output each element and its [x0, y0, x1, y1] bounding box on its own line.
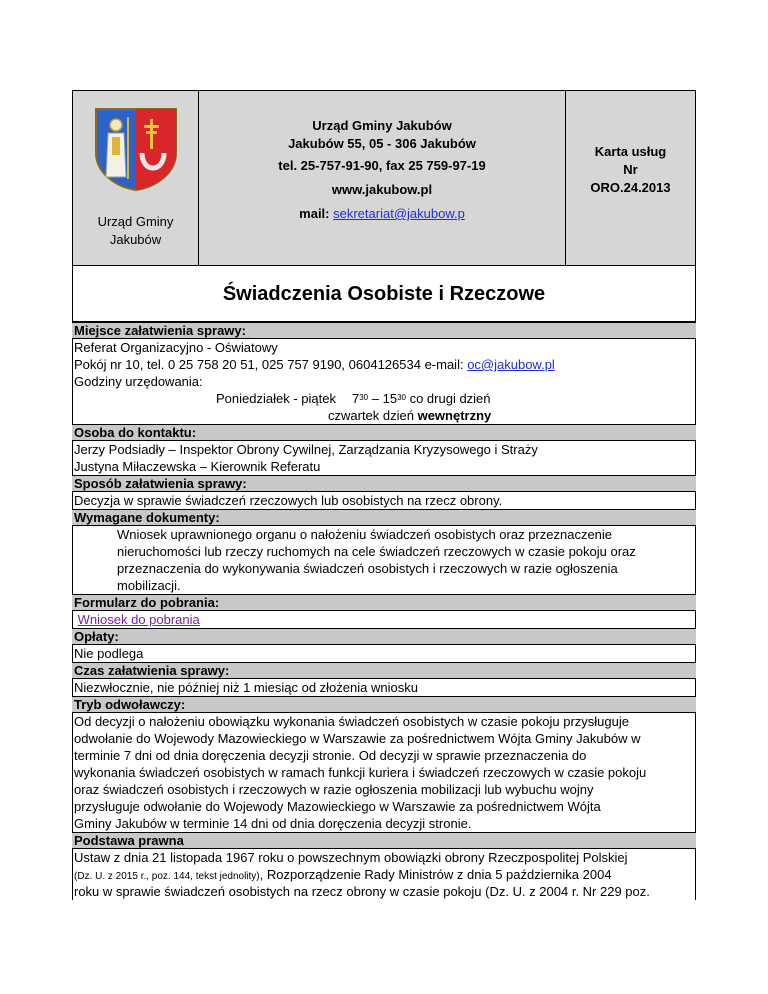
coat-of-arms-logo: [90, 107, 182, 191]
page-title: Świadczenia Osobiste i Rzeczowe: [222, 283, 546, 305]
office-website: www.jakubow.pl: [331, 182, 433, 197]
appeal-line1: Od decyzji o nałożeniu obowiązku wykonania świadczeń osobistych w czasie pokoju przysługuje: [74, 714, 629, 729]
place-line2: [74, 356, 695, 373]
header-top: [73, 91, 695, 266]
office-label-line2: Jakubów: [109, 232, 162, 247]
card-line3: ORO.24.2013: [590, 180, 671, 195]
documents-line4: mobilizacji.: [117, 578, 181, 593]
mail-link[interactable]: sekretariat@jakubow.p: [333, 206, 465, 221]
fees-line1: Nie podlega: [74, 646, 144, 661]
legal-citation-small: (Dz. U. z 2015 r., poz. 144, tekst jednolity): [74, 871, 260, 882]
time-from: 7: [352, 391, 360, 406]
section-body-place: [72, 339, 696, 424]
office-hours: [74, 390, 695, 424]
section-heading-fees: Opłaty:: [72, 628, 696, 645]
section-body-method: [72, 492, 696, 509]
office-name: Urząd Gminy Jakubów: [312, 118, 452, 133]
time-to-sup: 30: [397, 393, 406, 402]
card-number: [566, 143, 695, 197]
form-line: [74, 611, 695, 628]
appeal-line4: wykonania świadczeń osobistych w ramach funkcji kuriera i świadczeń rzeczowych w czasie pokoju: [74, 765, 647, 780]
documents-line3: przeznaczenia do wykonywania świadczeń osobistych i rzeczowych w razie ogłoszenia: [117, 561, 618, 576]
hours-time: [352, 390, 491, 407]
thursday-note: [328, 407, 491, 424]
section-heading-method: Sposób załatwienia sprawy:: [72, 475, 696, 492]
service-card-content: [72, 322, 696, 900]
section-body-documents: [72, 526, 696, 594]
contact-line2: Justyna Miłaczewska – Kierownik Referatu: [74, 459, 321, 474]
thursday-text: czwartek dzień: [328, 408, 418, 423]
header-card-cell: [566, 91, 695, 265]
place-phone-text: Pokój nr 10, tel. 0 25 758 20 51, 025 757 9190, 0604126534 e-mail:: [74, 357, 468, 372]
card-line1: Karta usług: [594, 144, 667, 159]
office-phone: tel. 25-757-91-90, fax 25 759-97-19: [278, 158, 486, 173]
header-contact-cell: [199, 91, 566, 265]
place-email-link[interactable]: oc@jakubow.pl: [467, 357, 555, 372]
time-note: co drugi dzień: [405, 391, 491, 406]
title-row: [73, 266, 695, 321]
header-block: [72, 90, 696, 322]
documents-line2: nieruchomości lub rzeczy ruchomych na cele świadczeń rzeczowych w czasie pokoju oraz: [117, 544, 636, 559]
time-dash: – 15: [368, 391, 398, 406]
documents-line1: Wniosek uprawnionego organu o nałożeniu świadczeń osobistych oraz przeznaczenie: [117, 527, 613, 542]
office-label: [73, 213, 198, 249]
section-body-form: [72, 611, 696, 628]
legal-line2-rest: , Rozporządzenie Rady Ministrów z dnia 5 października 2004: [259, 867, 612, 882]
mail-label: mail:: [299, 206, 330, 221]
method-line1: Decyzja w sprawie świadczeń rzeczowych lub osobistych na rzecz obrony.: [74, 493, 503, 508]
time-from-sup: 30: [359, 393, 369, 402]
download-form-link[interactable]: Wniosek do pobrania: [77, 612, 200, 627]
section-heading-form: Formularz do pobrania:: [72, 594, 696, 611]
appeal-line5: oraz świadczeń osobistych i rzeczowych w razie ogłoszenia mobilizacji lub wybuchu wojny: [74, 782, 594, 797]
section-heading-documents: Wymagane dokumenty:: [72, 509, 696, 526]
appeal-line7: Gminy Jakubów w terminie 14 dni od dnia doręczenia decyzji stronie.: [74, 816, 472, 831]
appeal-line3: terminie 7 dni od dnia doręczenia decyzji stronie. Od decyzji w sprawie przeznaczenia do: [74, 748, 587, 763]
thursday-bold: wewnętrzny: [417, 408, 492, 423]
legal-line1: Ustaw z dnia 21 listopada 1967 roku o powszechnym obowiązki obrony Rzeczpospolitej Polskiej: [74, 850, 628, 865]
section-heading-contact: Osoba do kontaktu:: [72, 424, 696, 441]
appeal-line6: przysługuje odwołanie do Wojewody Mazowieckiego w Warszawie za pośrednictwem Wójta: [74, 799, 601, 814]
appeal-line2: odwołanie do Wojewody Mazowieckiego w Warszawie za pośrednictwem Wójta Gminy Jakubów w: [74, 731, 641, 746]
section-body-fees: [72, 645, 696, 662]
legal-line3: roku w sprawie świadczeń osobistych na rzecz obrony w czasie pokoju (Dz. U. z 2004 r. Nr 229 poz.: [74, 884, 650, 899]
office-address: Jakubów 55, 05 - 306 Jakubów: [288, 136, 476, 151]
contact-line1: Jerzy Podsiadły – Inspektor Obrony Cywilnej, Zarządzania Kryzysowego i Straży: [74, 442, 538, 457]
hours-days: Poniedziałek - piątek: [216, 391, 336, 406]
section-body-appeal: [72, 713, 696, 832]
card-line2: Nr: [623, 162, 638, 177]
legal-line2: [74, 866, 695, 883]
header-logo-cell: [73, 91, 199, 265]
section-heading-time: Czas załatwienia sprawy:: [72, 662, 696, 679]
place-line1: Referat Organizacyjno - Oświatowy: [74, 340, 278, 355]
section-heading-place: Miejsce załatwienia sprawy:: [72, 322, 696, 339]
hours-label: Godziny urzędowania:: [74, 374, 203, 389]
office-label-line1: Urząd Gminy: [97, 214, 174, 229]
office-mail: [199, 206, 565, 221]
section-heading-legal: Podstawa prawna: [72, 832, 696, 849]
section-heading-appeal: Tryb odwoławczy:: [72, 696, 696, 713]
time-line1: Niezwłocznie, nie później niż 1 miesiąc od złożenia wniosku: [74, 680, 418, 695]
section-body-legal: [72, 849, 696, 900]
section-body-time: [72, 679, 696, 696]
section-body-contact: [72, 441, 696, 475]
